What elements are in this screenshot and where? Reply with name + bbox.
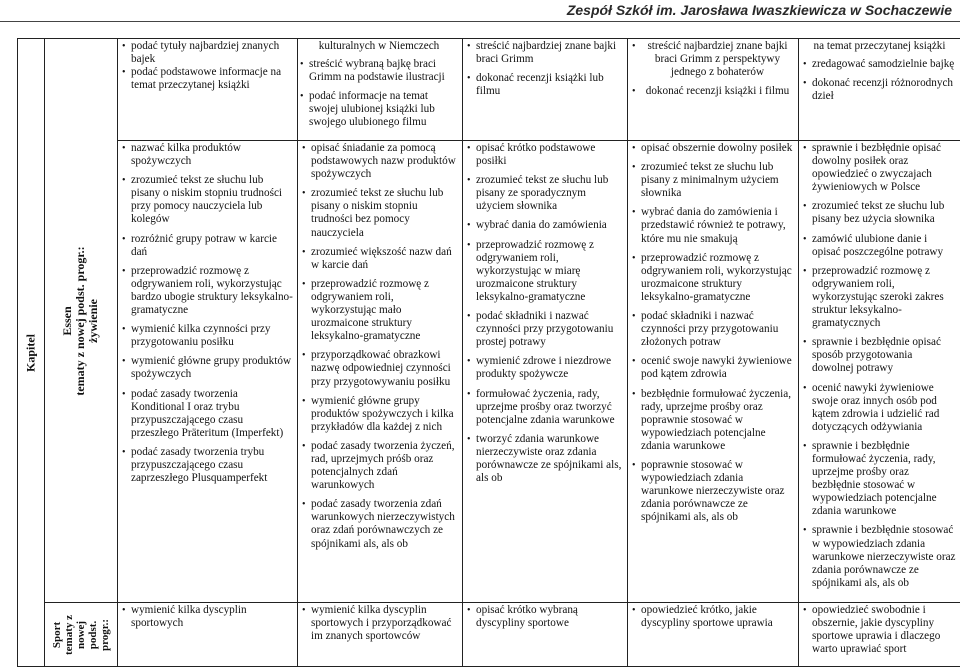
bullet-icon: • bbox=[632, 85, 641, 98]
bullet-item bbox=[803, 524, 956, 589]
bullet-item bbox=[803, 233, 956, 259]
criteria-text: zamówić ulubione danie i opisać poszczególne potrawy bbox=[812, 233, 956, 259]
sport-label bbox=[51, 614, 111, 654]
criteria-text: wymienić główne grupy produktów spożywczych bbox=[131, 355, 293, 381]
bullet-icon: • bbox=[467, 219, 476, 232]
side-label-line: nowej bbox=[75, 614, 87, 654]
bullet-icon: • bbox=[803, 440, 812, 453]
list-item bbox=[467, 142, 623, 168]
bullet-icon: • bbox=[122, 265, 131, 278]
criteria-text: podać zasady tworzenia Konditional I oraz trybu przypuszczającego czasu przeszłego Präteritum (Imperfekt) bbox=[131, 388, 293, 440]
criteria-text: opowiedzieć swobodnie i obszernie, jakie dyscypliny sportowe uprawia i dlaczego warto uprawiać sport bbox=[812, 604, 956, 656]
list-item bbox=[300, 90, 458, 129]
bullet-item bbox=[467, 604, 623, 630]
bullet-item bbox=[302, 440, 458, 492]
bullet-icon: • bbox=[632, 252, 641, 265]
criteria-text: opisać krótko wybraną dyscypliny sportowe bbox=[476, 604, 623, 630]
kapitel-label: Kapitel bbox=[24, 334, 37, 372]
criteria-text: wybrać dania do zamówienia bbox=[476, 219, 623, 232]
bullet-icon: • bbox=[803, 382, 812, 395]
criteria-text: nazwać kilka produktów spożywczych bbox=[131, 142, 293, 168]
header-rule bbox=[0, 21, 960, 22]
criteria-text: opowiedzieć krótko, jakie dyscypliny sportowe uprawia bbox=[641, 604, 794, 630]
bullet-icon: • bbox=[803, 142, 812, 155]
criteria-text: sprawnie i bezbłędnie opisać dowolny posiłek oraz opowiedzieć o zwyczajach żywieniowych w Polsce bbox=[812, 142, 956, 194]
bullet-icon: • bbox=[122, 604, 131, 617]
criteria-text: podać informacje na temat swojej ulubionej książki lub swojego ulubionego filmu bbox=[309, 90, 458, 129]
criteria-cell bbox=[298, 603, 463, 667]
bullet-icon: • bbox=[803, 524, 812, 537]
list-item bbox=[122, 265, 293, 317]
list-item bbox=[122, 40, 293, 92]
list-item bbox=[302, 187, 458, 239]
list-item bbox=[803, 524, 956, 589]
essen-cell bbox=[45, 39, 118, 603]
criteria-cell bbox=[628, 603, 799, 667]
bullet-icon: • bbox=[803, 265, 812, 278]
bullet-item bbox=[302, 278, 458, 343]
list-item bbox=[803, 233, 956, 259]
criteria-text: streścić najbardziej znane bajki braci Grimm bbox=[476, 40, 623, 66]
bullet-item bbox=[467, 355, 623, 381]
criteria-text: wymienić zdrowe i niezdrowe produkty spożywcze bbox=[476, 355, 623, 381]
criteria-cell bbox=[799, 141, 960, 603]
list-item bbox=[803, 200, 956, 226]
list-item bbox=[122, 604, 293, 630]
list-item bbox=[122, 355, 293, 381]
criteria-text: wymienić kilka dyscyplin sportowych i przyporządkować im znanych sportowców bbox=[311, 604, 458, 643]
criteria-text: wymienić kilka czynności przy przygotowaniu posiłku bbox=[131, 323, 293, 349]
criteria-cell bbox=[118, 39, 298, 141]
criteria-text: zrozumieć tekst ze słuchu lub pisany o niskim stopniu trudności przy pomocy nauczyciela lub kolegów bbox=[131, 174, 293, 226]
list-item bbox=[467, 355, 623, 381]
bullet-item bbox=[300, 58, 458, 84]
bullet-icon: • bbox=[803, 604, 812, 617]
criteria-text: podać podstawowe informacje na temat przeczytanej książki bbox=[131, 66, 293, 92]
list-item bbox=[632, 142, 794, 155]
list-item bbox=[803, 382, 956, 434]
criteria-text: bezbłędnie formułować życzenia, rady, uprzejme prośby oraz poprawnie stosować w wypowiedziach potencjalne zdania warunkowe bbox=[641, 388, 794, 453]
criteria-text: przeprowadzić rozmowę z odgrywaniem roli, wykorzystując urozmaicone struktury leksykalno-gramatyczne bbox=[641, 252, 794, 304]
bullet-item bbox=[302, 395, 458, 434]
list-item bbox=[803, 440, 956, 519]
criteria-text: podać zasady tworzenia zdań warunkowych nierzeczywistych oraz zdań porównawczych ze spójnikami als, als ob bbox=[311, 498, 458, 550]
bullet-item bbox=[467, 310, 623, 349]
list-item bbox=[467, 604, 623, 630]
criteria-text: zrozumieć większość nazw dań w karcie dań bbox=[311, 246, 458, 272]
criteria-text: podać zasady tworzenia życzeń, rad, uprzejmych próśb oraz potencjalnych zdań warunkowych bbox=[311, 440, 458, 492]
bullet-item bbox=[803, 58, 956, 71]
bullet-item bbox=[803, 382, 956, 434]
list-item bbox=[632, 459, 794, 524]
list-item bbox=[122, 142, 293, 168]
bullet-icon: • bbox=[302, 440, 311, 453]
criteria-text: przyporządkować obrazkowi nazwę odpowiedniej czynności przy przygotowywaniu posiłku bbox=[311, 349, 458, 388]
bullet-item bbox=[632, 161, 794, 200]
criteria-cell bbox=[463, 141, 628, 603]
bullet-item bbox=[302, 142, 458, 181]
side-label-line: progr.: bbox=[99, 614, 111, 654]
bullet-icon: • bbox=[467, 239, 476, 252]
side-label-line: Sport bbox=[51, 614, 63, 654]
bullet-item bbox=[300, 90, 458, 129]
bullet-icon: • bbox=[803, 58, 812, 71]
criteria-text: wybrać dania do zamówienia i przedstawić również te potrawy, które mu nie smakują bbox=[641, 206, 794, 245]
bullet-item bbox=[632, 310, 794, 349]
list-item bbox=[122, 388, 293, 440]
bullet-icon: • bbox=[122, 355, 131, 368]
list-item bbox=[302, 604, 458, 643]
list-item bbox=[803, 58, 956, 71]
list-item bbox=[302, 498, 458, 550]
list-item bbox=[632, 604, 794, 630]
bullet-item bbox=[467, 142, 623, 168]
bullet-item bbox=[632, 40, 794, 79]
bullet-item bbox=[122, 142, 293, 168]
bullet-item bbox=[122, 174, 293, 226]
bullet-icon: • bbox=[632, 459, 641, 472]
list-item bbox=[467, 310, 623, 349]
list-item bbox=[467, 388, 623, 427]
criteria-text: zrozumieć tekst ze słuchu lub pisany bez użycia słownika bbox=[812, 200, 956, 226]
criteria-text: zrozumieć tekst ze słuchu lub pisany ze sporadycznym użyciem słownika bbox=[476, 174, 623, 213]
bullet-item bbox=[122, 446, 293, 485]
bullet-icon: • bbox=[467, 604, 476, 617]
bullet-icon: • bbox=[467, 72, 476, 85]
criteria-table bbox=[17, 38, 960, 667]
list-item bbox=[467, 72, 623, 98]
bullet-icon: • bbox=[467, 355, 476, 368]
criteria-text: sprawnie i bezbłędnie stosować w wypowiedziach zdania warunkowe nierzeczywiste oraz zdania porównawcze ze spójnikami als, als ob bbox=[812, 524, 956, 589]
list-item bbox=[302, 395, 458, 434]
bullet-item bbox=[803, 265, 956, 330]
bullet-item bbox=[803, 142, 956, 194]
criteria-text: podać zasady tworzenia trybu przypuszczającego czasu zaprzeszłego Plusquamperfekt bbox=[131, 446, 293, 485]
criteria-cell bbox=[298, 141, 463, 603]
criteria-text: przeprowadzić rozmowę z odgrywaniem roli, wykorzystując bardzo ubogie struktury leksykalno-gramatyczne bbox=[131, 265, 293, 317]
criteria-text: dokonać recenzji książki i filmu bbox=[641, 85, 794, 98]
bullet-item bbox=[803, 336, 956, 375]
bullet-icon: • bbox=[122, 142, 131, 155]
criteria-text: rozróżnić grupy potraw w karcie dań bbox=[131, 233, 293, 259]
criteria-text: formułować życzenia, rady, uprzejme prośby oraz tworzyć potencjalne zdania warunkowe bbox=[476, 388, 623, 427]
criteria-text: zredagować samodzielnie bajkę bbox=[812, 58, 956, 71]
table-row bbox=[18, 603, 960, 667]
criteria-text: tworzyć zdania warunkowe nierzeczywiste oraz zdania porównawcze ze spójnikami als, als ob bbox=[476, 433, 623, 485]
bullet-icon: • bbox=[803, 77, 812, 90]
list-item bbox=[803, 265, 956, 330]
bullet-icon: • bbox=[467, 142, 476, 155]
bullet-icon: • bbox=[122, 233, 131, 246]
bullet-item bbox=[632, 604, 794, 630]
bullet-icon: • bbox=[632, 604, 641, 617]
bullet-item bbox=[803, 440, 956, 519]
list-item bbox=[467, 239, 623, 304]
bullet-item bbox=[467, 219, 623, 232]
list-item bbox=[302, 142, 458, 181]
criteria-cell bbox=[118, 603, 298, 667]
table-row bbox=[18, 39, 960, 141]
bullet-icon: • bbox=[803, 233, 812, 246]
criteria-cell bbox=[298, 39, 463, 141]
bullet-icon: • bbox=[122, 323, 131, 336]
list-item bbox=[467, 219, 623, 232]
criteria-text: streścić najbardziej znane bajki braci Grimm z perspektywy jednego z bohaterów bbox=[641, 40, 794, 79]
list-item bbox=[632, 355, 794, 381]
list-item bbox=[632, 388, 794, 453]
criteria-text: dokonać recenzji różnorodnych dzieł bbox=[812, 77, 956, 103]
bullet-icon: • bbox=[467, 40, 476, 53]
list-item bbox=[467, 174, 623, 213]
criteria-cell bbox=[799, 603, 960, 667]
essen-label bbox=[61, 246, 101, 395]
bullet-item bbox=[467, 40, 623, 66]
list-item bbox=[302, 278, 458, 343]
bullet-icon: • bbox=[302, 604, 311, 617]
bullet-icon: • bbox=[302, 278, 311, 291]
criteria-cell bbox=[463, 603, 628, 667]
side-label-line: żywienie bbox=[88, 246, 101, 395]
bullet-icon: • bbox=[302, 395, 311, 408]
bullet-item bbox=[302, 187, 458, 239]
table-row bbox=[18, 141, 960, 603]
criteria-text: streścić wybraną bajkę braci Grimm na podstawie ilustracji bbox=[309, 58, 458, 84]
bullet-item bbox=[122, 265, 293, 317]
criteria-text: przeprowadzić rozmowę z odgrywaniem roli, wykorzystując szeroki zakres struktur leksykalno-gramatycznych bbox=[812, 265, 956, 330]
list-item bbox=[632, 85, 794, 98]
criteria-text: podać tytuły najbardziej znanych bajek bbox=[131, 40, 293, 66]
bullet-item bbox=[467, 174, 623, 213]
school-header: Zespół Szkół im. Jarosława Iwaszkiewicza w Sochaczewie bbox=[567, 0, 952, 20]
list-item bbox=[803, 336, 956, 375]
list-item bbox=[803, 142, 956, 194]
bullet-item bbox=[632, 206, 794, 245]
bullet-icon: • bbox=[300, 90, 309, 103]
bullet-icon: • bbox=[632, 40, 641, 53]
bullet-icon: • bbox=[302, 349, 311, 362]
criteria-text: sprawnie i bezbłędnie opisać sposób przygotowania dowolnej potrawy bbox=[812, 336, 956, 375]
list-item bbox=[122, 323, 293, 349]
bullet-icon: • bbox=[803, 336, 812, 349]
criteria-text: ocenić nawyki żywieniowe swoje oraz innych osób pod kątem zdrowia i udzielić rad dotyczących odżywiania bbox=[812, 382, 956, 434]
side-label-line: tematy z bbox=[63, 614, 75, 654]
bullet-item bbox=[122, 40, 293, 66]
criteria-text: przeprowadzić rozmowę z odgrywaniem roli, wykorzystując mało urozmaicone struktury leksykalno-gramatyczne bbox=[311, 278, 458, 343]
bullet-icon: • bbox=[122, 66, 131, 79]
criteria-text: podać składniki i nazwać czynności przy przygotowaniu złożonych potraw bbox=[641, 310, 794, 349]
criteria-cell bbox=[799, 39, 960, 141]
cell-text: kulturalnych w Niemczech bbox=[300, 40, 458, 53]
criteria-text: opisać krótko podstawowe posiłki bbox=[476, 142, 623, 168]
criteria-text: poprawnie stosować w wypowiedziach zdania warunkowe nierzeczywiste oraz zdania porównawcze ze spójnikami als, als ob bbox=[641, 459, 794, 524]
bullet-item bbox=[122, 604, 293, 630]
criteria-text: wymienić główne grupy produktów spożywczych i kilka przykładów dla każdej z nich bbox=[311, 395, 458, 434]
bullet-icon: • bbox=[122, 40, 131, 53]
criteria-text: dokonać recenzji książki lub filmu bbox=[476, 72, 623, 98]
bullet-item bbox=[632, 388, 794, 453]
bullet-icon: • bbox=[467, 174, 476, 187]
bullet-icon: • bbox=[122, 446, 131, 459]
bullet-icon: • bbox=[632, 388, 641, 401]
criteria-text: zrozumieć tekst ze słuchu lub pisany o niskim stopniu trudności bez pomocy nauczyciela bbox=[311, 187, 458, 239]
bullet-icon: • bbox=[122, 388, 131, 401]
bullet-item bbox=[632, 142, 794, 155]
list-item bbox=[302, 349, 458, 388]
criteria-cell bbox=[463, 39, 628, 141]
bullet-icon: • bbox=[632, 310, 641, 323]
list-item bbox=[122, 446, 293, 485]
bullet-icon: • bbox=[467, 433, 476, 446]
criteria-text: wymienić kilka dyscyplin sportowych bbox=[131, 604, 293, 630]
list-item bbox=[632, 310, 794, 349]
bullet-icon: • bbox=[467, 388, 476, 401]
bullet-item bbox=[122, 388, 293, 440]
list-item bbox=[803, 604, 956, 656]
bullet-icon: • bbox=[302, 142, 311, 155]
bullet-icon: • bbox=[302, 246, 311, 259]
bullet-item bbox=[632, 459, 794, 524]
bullet-icon: • bbox=[632, 142, 641, 155]
side-label-line: Essen bbox=[61, 246, 74, 395]
list-item bbox=[632, 161, 794, 200]
bullet-icon: • bbox=[632, 206, 641, 219]
bullet-item bbox=[122, 355, 293, 381]
bullet-item bbox=[803, 604, 956, 656]
bullet-item bbox=[467, 433, 623, 485]
bullet-icon: • bbox=[302, 187, 311, 200]
bullet-icon: • bbox=[632, 355, 641, 368]
bullet-item bbox=[122, 233, 293, 259]
list-item bbox=[122, 233, 293, 259]
bullet-item bbox=[467, 239, 623, 304]
criteria-text: opisać śniadanie za pomocą podstawowych nazw produktów spożywczych bbox=[311, 142, 458, 181]
bullet-item bbox=[803, 77, 956, 103]
bullet-icon: • bbox=[632, 161, 641, 174]
criteria-text: sprawnie i bezbłędnie formułować życzenia, rady, uprzejme prośby oraz bezbłędnie stosować w wypowiedziach potencjalne zdania warunkowe bbox=[812, 440, 956, 519]
bullet-icon: • bbox=[300, 58, 309, 71]
list-item bbox=[302, 246, 458, 272]
list-item bbox=[803, 77, 956, 103]
cell-text: na temat przeczytanej książki bbox=[803, 40, 956, 53]
bullet-item bbox=[632, 355, 794, 381]
criteria-text: przeprowadzić rozmowę z odgrywaniem roli, wykorzystując w miarę urozmaicone struktury leksykalno-gramatyczne bbox=[476, 239, 623, 304]
criteria-text: zrozumieć tekst ze słuchu lub pisany z minimalnym użyciem słownika bbox=[641, 161, 794, 200]
bullet-item bbox=[122, 323, 293, 349]
bullet-icon: • bbox=[302, 498, 311, 511]
criteria-text: opisać obszernie dowolny posiłek bbox=[641, 142, 794, 155]
bullet-item bbox=[302, 604, 458, 643]
bullet-item bbox=[302, 246, 458, 272]
criteria-cell bbox=[118, 141, 298, 603]
list-item bbox=[302, 440, 458, 492]
bullet-item bbox=[467, 388, 623, 427]
sport-cell bbox=[45, 603, 118, 667]
side-label-line: tematy z nowej podst. progr.: bbox=[74, 246, 87, 395]
criteria-text: ocenić swoje nawyki żywieniowe pod kątem zdrowia bbox=[641, 355, 794, 381]
bullet-item bbox=[467, 72, 623, 98]
bullet-item bbox=[122, 66, 293, 92]
bullet-item bbox=[632, 85, 794, 98]
list-item bbox=[632, 206, 794, 245]
bullet-item bbox=[803, 200, 956, 226]
criteria-cell bbox=[628, 141, 799, 603]
list-item bbox=[632, 252, 794, 304]
bullet-item bbox=[632, 252, 794, 304]
bullet-icon: • bbox=[122, 174, 131, 187]
side-label-line: podst. bbox=[87, 614, 99, 654]
bullet-icon: • bbox=[803, 200, 812, 213]
criteria-text: podać składniki i nazwać czynności przy przygotowaniu prostej potrawy bbox=[476, 310, 623, 349]
list-item bbox=[122, 174, 293, 226]
list-item bbox=[300, 58, 458, 84]
bullet-icon: • bbox=[467, 310, 476, 323]
list-item bbox=[467, 40, 623, 66]
list-item bbox=[632, 40, 794, 79]
criteria-cell bbox=[628, 39, 799, 141]
kapitel-cell bbox=[18, 39, 45, 667]
bullet-item bbox=[302, 349, 458, 388]
bullet-item bbox=[302, 498, 458, 550]
list-item bbox=[467, 433, 623, 485]
